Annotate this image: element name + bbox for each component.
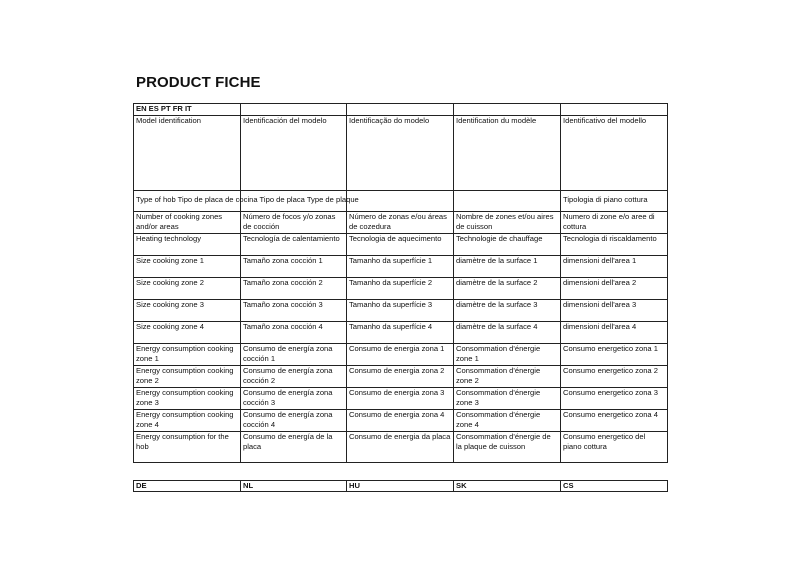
table-cell: Consumo de energía zona cocción 1 bbox=[241, 343, 347, 365]
table-cell bbox=[347, 190, 454, 211]
table-cell: Tamaño zona cocción 4 bbox=[241, 321, 347, 343]
table-cell: Tipologia di piano cottura bbox=[561, 190, 668, 211]
table-cell: Identificación del modelo bbox=[241, 115, 347, 190]
table-cell bbox=[454, 104, 561, 116]
table-cell: Tecnologia di riscaldamento bbox=[561, 233, 668, 255]
language-bar-row bbox=[134, 481, 668, 492]
language-codes: EN ES PT FR IT bbox=[134, 104, 241, 116]
table-cell: Consumo de energía zona cocción 4 bbox=[241, 409, 347, 431]
table-cell: Consumo de energia zona 4 bbox=[347, 409, 454, 431]
table-cell: diamètre de la surface 1 bbox=[454, 255, 561, 277]
table-cell: Tamanho da superfície 3 bbox=[347, 299, 454, 321]
table-cell: Nombre de zones et/ou aires de cuisson bbox=[454, 211, 561, 233]
table-cell: Size cooking zone 4 bbox=[134, 321, 241, 343]
table-row bbox=[134, 431, 668, 462]
table-cell: Size cooking zone 3 bbox=[134, 299, 241, 321]
table-cell: dimensioni dell'area 2 bbox=[561, 277, 668, 299]
table-cell: Consommation d'énergie zone 4 bbox=[454, 409, 561, 431]
table-cell: Energy consumption cooking zone 1 bbox=[134, 343, 241, 365]
table-cell: Consumo de energía zona cocción 2 bbox=[241, 365, 347, 387]
table-cell: Consumo de energia zona 3 bbox=[347, 387, 454, 409]
table-cell: Consumo de energia da placa bbox=[347, 431, 454, 462]
table-cell: Heating technology bbox=[134, 233, 241, 255]
table-cell: Consommation d'énergie zone 3 bbox=[454, 387, 561, 409]
table-cell: Tamaño zona cocción 3 bbox=[241, 299, 347, 321]
table-row bbox=[134, 255, 668, 277]
table-cell: Tamaño zona cocción 1 bbox=[241, 255, 347, 277]
table-cell: Technologie de chauffage bbox=[454, 233, 561, 255]
table-cell: dimensioni dell'area 4 bbox=[561, 321, 668, 343]
table-cell bbox=[347, 104, 454, 116]
table-cell: Numero di zone e/o aree di cottura bbox=[561, 211, 668, 233]
table-cell: Energy consumption for the hob bbox=[134, 431, 241, 462]
table-cell bbox=[454, 190, 561, 211]
table-cell: Identificação do modelo bbox=[347, 115, 454, 190]
table-cell: Consommation d'énergie zone 1 bbox=[454, 343, 561, 365]
table-row bbox=[134, 190, 668, 211]
table-cell: dimensioni dell'area 1 bbox=[561, 255, 668, 277]
table-cell: Consumo de energia zona 2 bbox=[347, 365, 454, 387]
table-cell: Consumo energetico zona 3 bbox=[561, 387, 668, 409]
table-cell: Consumo energetico zona 1 bbox=[561, 343, 668, 365]
table-row bbox=[134, 409, 668, 431]
table-cell: dimensioni dell'area 3 bbox=[561, 299, 668, 321]
table-cell: Tamaño zona cocción 2 bbox=[241, 277, 347, 299]
table-cell: Consumo energetico zona 4 bbox=[561, 409, 668, 431]
page-title: PRODUCT FICHE bbox=[136, 74, 261, 91]
lang-cs: CS bbox=[561, 481, 668, 492]
table-row bbox=[134, 299, 668, 321]
table-cell: Consommation d'énergie de la plaque de cuisson bbox=[454, 431, 561, 462]
language-bar-table bbox=[133, 480, 668, 492]
table-cell: diamètre de la surface 4 bbox=[454, 321, 561, 343]
table-row bbox=[134, 343, 668, 365]
table-cell: Tamanho da superfície 1 bbox=[347, 255, 454, 277]
table-row bbox=[134, 387, 668, 409]
table-cell: Consumo de energia zona 1 bbox=[347, 343, 454, 365]
product-fiche-table bbox=[133, 103, 668, 463]
table-cell bbox=[241, 104, 347, 116]
table-cell: Energy consumption cooking zone 3 bbox=[134, 387, 241, 409]
table-cell: Tamanho da superfície 2 bbox=[347, 277, 454, 299]
table-row bbox=[134, 365, 668, 387]
table-cell: Type of hob Tipo de placa de cocina Tipo de placa Type de plaque bbox=[134, 190, 241, 211]
lang-de: DE bbox=[134, 481, 241, 492]
table-cell: diamètre de la surface 2 bbox=[454, 277, 561, 299]
table-cell: Número de focos y/o zonas de cocción bbox=[241, 211, 347, 233]
table-row bbox=[134, 233, 668, 255]
table-cell: Identificativo del modello bbox=[561, 115, 668, 190]
table-row bbox=[134, 211, 668, 233]
table-cell bbox=[561, 104, 668, 116]
lang-nl: NL bbox=[241, 481, 347, 492]
table-cell: Energy consumption cooking zone 4 bbox=[134, 409, 241, 431]
table-cell: Energy consumption cooking zone 2 bbox=[134, 365, 241, 387]
table-header-row bbox=[134, 104, 668, 116]
table-cell: Consumo energetico zona 2 bbox=[561, 365, 668, 387]
table-cell: Size cooking zone 2 bbox=[134, 277, 241, 299]
table-cell: Tecnología de calentamiento bbox=[241, 233, 347, 255]
table-row bbox=[134, 277, 668, 299]
table-row bbox=[134, 115, 668, 190]
table-cell: Consumo energetico del piano cottura bbox=[561, 431, 668, 462]
table-cell: Tamanho da superfície 4 bbox=[347, 321, 454, 343]
table-cell: Consumo de energía zona cocción 3 bbox=[241, 387, 347, 409]
table-row bbox=[134, 321, 668, 343]
table-cell: Number of cooking zones and/or areas bbox=[134, 211, 241, 233]
table-cell: Tecnologia de aquecimento bbox=[347, 233, 454, 255]
table-cell: Consumo de energía de la placa bbox=[241, 431, 347, 462]
table-cell: Model identification bbox=[134, 115, 241, 190]
lang-sk: SK bbox=[454, 481, 561, 492]
table-cell: diamètre de la surface 3 bbox=[454, 299, 561, 321]
table-cell: Consommation d'énergie zone 2 bbox=[454, 365, 561, 387]
table-cell: Size cooking zone 1 bbox=[134, 255, 241, 277]
table-cell: Identification du modèle bbox=[454, 115, 561, 190]
table-cell: Número de zonas e/ou áreas de cozedura bbox=[347, 211, 454, 233]
lang-hu: HU bbox=[347, 481, 454, 492]
